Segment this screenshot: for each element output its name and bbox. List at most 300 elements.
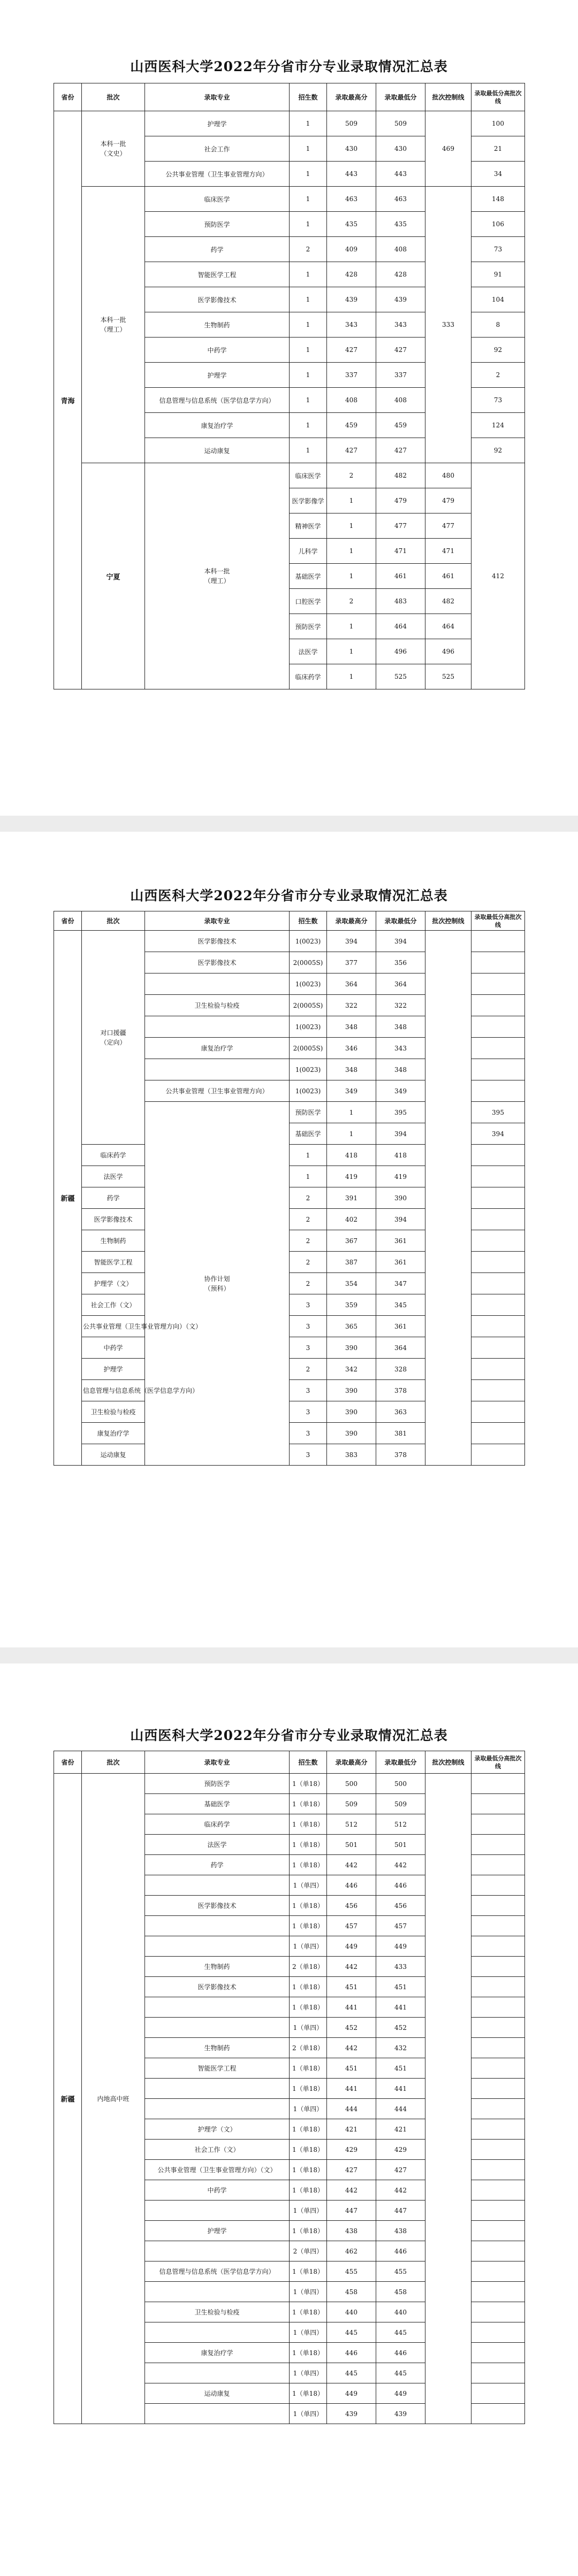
cell-plan: 2 [327,463,376,488]
cell-max-score: 446 [327,2343,376,2363]
cell-major: 护理学 [145,2221,290,2241]
cell-score-diff [471,1814,525,1835]
cell-min-score: 343 [376,312,425,338]
cell-max-score: 427 [327,438,376,463]
cell-max-score: 346 [327,1038,376,1059]
cell-min-score: 509 [376,1794,425,1814]
header-max-score: 录取最高分 [327,911,376,931]
cell-plan: 2 [290,1273,327,1294]
cell-major [145,2404,290,2424]
cell-major: 精神医学 [290,513,327,539]
cell-max-score: 449 [327,2383,376,2404]
cell-plan: 3 [290,1337,327,1359]
cell-major [145,1059,290,1080]
cell-min-score: 378 [376,1444,425,1466]
cell-max-score: 458 [327,2282,376,2302]
cell-major: 公共事业管理（卫生事业管理方向） [145,162,290,187]
page-title: 山西医科大学2022年分省市分专业录取情况汇总表 [130,888,448,903]
cell-plan: 2 [290,237,327,262]
cell-score-diff: 92 [471,438,525,463]
cell-score-diff [471,995,525,1016]
cell-province: 青海 [54,111,82,689]
cell-max-score: 359 [327,1294,376,1316]
cell-major: 法医学 [145,1835,290,1855]
cell-min-score: 446 [376,1875,425,1896]
cell-plan: 2(0005S) [290,995,327,1016]
cell-plan: 1（单四） [290,1875,327,1896]
header-control-line: 批次控制线 [425,911,471,931]
cell-max-score: 500 [327,1774,376,1794]
admission-table [54,911,525,1466]
cell-max-score: 337 [327,363,376,388]
cell-major [145,1936,290,1957]
cell-min-score: 445 [376,2363,425,2383]
header-min-score: 录取最低分 [376,1751,425,1774]
cell-min-score: 444 [376,2099,425,2119]
cell-min-score: 430 [376,136,425,162]
cell-score-diff: 124 [471,413,525,438]
cell-major [145,973,290,995]
cell-max-score: 464 [376,614,425,639]
cell-plan: 1 [290,338,327,363]
cell-min-score: 512 [376,1814,425,1835]
cell-score-diff [471,1916,525,1936]
cell-score-diff [471,1423,525,1444]
cell-score-diff [471,973,525,995]
cell-score-diff [471,1936,525,1957]
cell-score-diff [471,2038,525,2058]
cell-score-diff: 8 [471,312,525,338]
cell-score-diff: 91 [471,262,525,287]
cell-control-line [425,931,471,1466]
cell-score-diff [471,2241,525,2261]
cell-min-score: 343 [376,1038,425,1059]
cell-major: 基础医学 [290,1123,327,1145]
cell-max-score: 354 [327,1273,376,1294]
cell-max-score: 482 [376,463,425,488]
cell-min-score: 439 [376,287,425,312]
page-title: 山西医科大学2022年分省市分专业录取情况汇总表 [130,59,448,74]
cell-score-diff: 104 [471,287,525,312]
cell-max-score: 449 [327,1936,376,1957]
cell-min-score: 482 [425,589,471,614]
cell-batch: 本科一批 （理工） [82,187,145,463]
cell-plan: 1（单四） [290,2322,327,2343]
cell-max-score: 428 [327,262,376,287]
cell-major: 基础医学 [145,1794,290,1814]
cell-min-score: 427 [376,338,425,363]
cell-plan: 1 [290,287,327,312]
cell-min-score: 446 [376,2343,425,2363]
cell-score-diff [471,1230,525,1252]
cell-score-diff [471,2058,525,2079]
cell-score-diff [471,2018,525,2038]
cell-min-score: 348 [376,1016,425,1038]
cell-max-score: 483 [376,589,425,614]
cell-plan: 1 [327,488,376,513]
cell-plan: 3 [290,1316,327,1337]
cell-province: 新疆 [54,1774,82,2424]
cell-max-score: 438 [327,2221,376,2241]
cell-major: 信息管理与信息系统（医学信息学方向） [145,388,290,413]
cell-max-score: 525 [376,664,425,689]
cell-score-diff [471,1145,525,1166]
cell-score-diff [471,1875,525,1896]
cell-score-diff: 73 [471,237,525,262]
cell-score-diff [471,1316,525,1337]
cell-major [145,2282,290,2302]
header-batch: 批次 [82,83,145,111]
table-row [54,111,525,136]
table-row [54,187,525,212]
cell-max-score: 367 [327,1230,376,1252]
cell-plan: 1 [290,1145,327,1166]
cell-score-diff: 73 [471,388,525,413]
cell-plan: 2 [290,1209,327,1230]
cell-plan: 2 [290,1252,327,1273]
cell-score-diff [471,1401,525,1423]
cell-max-score: 430 [327,136,376,162]
cell-plan: 2 [290,1359,327,1380]
cell-plan: 1（单18） [290,1855,327,1875]
cell-max-score: 444 [327,2099,376,2119]
admission-table [54,1751,525,2424]
cell-score-diff [471,1294,525,1316]
cell-plan: 1 [327,1123,376,1145]
cell-score-diff: 148 [471,187,525,212]
cell-plan: 1（单18） [290,1916,327,1936]
header-max-score: 录取最高分 [327,1751,376,1774]
cell-province: 宁夏 [82,463,145,689]
cell-min-score: 364 [376,1337,425,1359]
cell-max-score: 419 [327,1166,376,1187]
cell-major [145,2363,290,2383]
cell-min-score: 501 [376,1835,425,1855]
cell-min-score: 452 [376,2018,425,2038]
cell-min-score: 435 [376,212,425,237]
cell-score-diff [471,2282,525,2302]
cell-score-diff [471,1444,525,1466]
cell-major [145,2079,290,2099]
cell-plan: 1（单18） [290,2383,327,2404]
table-header-row [54,911,525,931]
cell-major: 生物制药 [145,312,290,338]
cell-plan: 1 [290,136,327,162]
cell-major: 医学影像技术 [145,287,290,312]
cell-major: 医学影像技术 [145,931,290,952]
cell-plan: 3 [290,1423,327,1444]
cell-max-score: 461 [376,564,425,589]
cell-max-score: 443 [327,162,376,187]
header-min-score: 录取最低分 [376,911,425,931]
cell-major: 护理学（文） [145,2119,290,2140]
header-major: 录取专业 [145,83,290,111]
cell-max-score: 456 [327,1896,376,1916]
cell-plan: 1 [327,513,376,539]
cell-score-diff: 34 [471,162,525,187]
cell-major: 法医学 [290,639,327,664]
cell-max-score: 479 [376,488,425,513]
header-province: 省份 [54,1751,82,1774]
cell-plan: 2（单18） [290,1957,327,1977]
cell-max-score: 348 [327,1016,376,1038]
cell-major: 基础医学 [290,564,327,589]
cell-min-score: 349 [376,1080,425,1102]
cell-max-score: 455 [327,2261,376,2282]
header-max-score: 录取最高分 [327,83,376,111]
cell-min-score: 361 [376,1252,425,1273]
cell-plan: 1（单18） [290,2119,327,2140]
cell-min-score: 427 [376,438,425,463]
cell-plan: 1(0023) [290,973,327,995]
cell-plan: 1（单18） [290,2140,327,2160]
cell-score-diff [471,2383,525,2404]
cell-score-diff [471,2302,525,2322]
cell-score-diff [471,1209,525,1230]
cell-max-score: 365 [327,1316,376,1337]
cell-major: 预防医学 [290,1102,327,1123]
cell-score-diff [471,2201,525,2221]
cell-max-score: 439 [327,2404,376,2424]
cell-max-score: 395 [376,1102,425,1123]
cell-major: 智能医学工程 [145,262,290,287]
cell-plan: 1 [290,363,327,388]
header-plan: 招生数 [290,1751,327,1774]
cell-min-score: 479 [425,488,471,513]
cell-plan: 1 [290,413,327,438]
cell-max-score: 390 [327,1337,376,1359]
cell-min-score: 408 [376,237,425,262]
cell-batch: 协作计划 （预科） [145,1102,290,1466]
cell-plan: 1(0023) [290,931,327,952]
cell-score-diff [471,2160,525,2180]
cell-control-line [425,1774,471,2424]
cell-min-score: 432 [376,2038,425,2058]
cell-score-diff [471,2322,525,2343]
cell-max-score: 441 [327,1997,376,2018]
cell-plan: 1 [327,639,376,664]
cell-max-score: 459 [327,413,376,438]
cell-min-score: 464 [425,614,471,639]
cell-score-diff [471,2099,525,2119]
cell-major: 法医学 [82,1166,145,1187]
cell-score-diff [471,1273,525,1294]
cell-major: 康复治疗学 [145,1038,290,1059]
cell-score-diff [471,2079,525,2099]
cell-major: 临床医学 [290,463,327,488]
cell-max-score: 390 [327,1380,376,1401]
cell-max-score: 349 [327,1080,376,1102]
cell-control-line: 333 [425,187,471,463]
cell-score-diff [471,1080,525,1102]
cell-plan: 1（单四） [290,1936,327,1957]
cell-max-score: 477 [376,513,425,539]
cell-batch: 内地高中班 [82,1774,145,2424]
cell-score-diff [471,1359,525,1380]
cell-max-score: 383 [327,1444,376,1466]
cell-major: 康复治疗学 [82,1423,145,1444]
cell-min-score: 443 [376,162,425,187]
cell-max-score: 463 [327,187,376,212]
cell-plan: 1(0023) [290,1059,327,1080]
cell-plan: 2 [290,1187,327,1209]
cell-max-score: 496 [376,639,425,664]
cell-plan: 1 [290,111,327,136]
cell-major: 临床医学 [145,187,290,212]
cell-plan: 2 [290,1230,327,1252]
cell-max-score: 427 [327,2160,376,2180]
cell-max-score: 442 [327,1855,376,1875]
cell-major: 生物制药 [145,2038,290,2058]
cell-max-score: 442 [327,1957,376,1977]
cell-major: 中药学 [145,338,290,363]
cell-major [145,1875,290,1896]
cell-plan: 1 [290,187,327,212]
cell-max-score: 446 [327,1875,376,1896]
cell-max-score: 391 [327,1187,376,1209]
cell-major: 社会工作 [145,136,290,162]
cell-score-diff [471,2140,525,2160]
cell-major: 智能医学工程 [82,1252,145,1273]
cell-min-score: 451 [376,2058,425,2079]
cell-plan: 1（单18） [290,1814,327,1835]
cell-plan: 1（单18） [290,2302,327,2322]
cell-max-score: 441 [327,2079,376,2099]
header-min-score: 录取最低分 [376,83,425,111]
cell-max-score: 445 [327,2363,376,2383]
cell-min-score: 525 [425,664,471,689]
cell-min-score: 449 [376,2383,425,2404]
cell-min-score: 345 [376,1294,425,1316]
cell-score-diff [471,952,525,973]
cell-max-score: 408 [327,388,376,413]
cell-major: 医学影像学 [290,488,327,513]
cell-plan: 1 [327,664,376,689]
cell-max-score: 452 [327,2018,376,2038]
cell-max-score: 451 [327,2058,376,2079]
cell-min-score: 471 [425,539,471,564]
cell-major: 卫生检验与检疫 [145,2302,290,2322]
cell-major [145,1916,290,1936]
cell-plan: 1（单18） [290,2079,327,2099]
header-batch: 批次 [82,911,145,931]
cell-plan: 2（单18） [290,2038,327,2058]
cell-min-score: 408 [376,388,425,413]
cell-plan: 1 [290,162,327,187]
cell-major: 社会工作（文） [82,1294,145,1316]
cell-min-score: 441 [376,2079,425,2099]
cell-score-diff [471,1380,525,1401]
header-plan: 招生数 [290,911,327,931]
cell-province: 新疆 [54,931,82,1466]
cell-plan: 1（单18） [290,1896,327,1916]
cell-min-score: 347 [376,1273,425,1294]
cell-batch: 本科一批 （理工） [145,463,290,689]
cell-plan: 1（单四） [290,2363,327,2383]
cell-min-score: 433 [376,1957,425,1977]
cell-plan: 3 [290,1380,327,1401]
document-page-1 [0,0,578,816]
cell-min-score: 477 [425,513,471,539]
cell-max-score: 429 [327,2140,376,2160]
cell-score-diff [471,1059,525,1080]
cell-min-score: 455 [376,2261,425,2282]
cell-major [145,2322,290,2343]
cell-min-score: 390 [376,1187,425,1209]
cell-score-diff [471,1252,525,1273]
cell-max-score: 390 [327,1423,376,1444]
cell-score-diff [471,2180,525,2201]
cell-max-score: 342 [327,1359,376,1380]
cell-major [145,2018,290,2038]
cell-min-score: 363 [376,1401,425,1423]
cell-min-score: 419 [376,1166,425,1187]
cell-major: 医学影像技术 [145,1977,290,1997]
cell-plan: 1 [327,614,376,639]
cell-plan: 1 [290,262,327,287]
cell-min-score: 463 [376,187,425,212]
cell-max-score: 394 [327,931,376,952]
cell-major: 公共事业管理（卫生事业管理方向） [145,1080,290,1102]
admission-table [54,83,525,689]
cell-max-score: 439 [327,287,376,312]
cell-plan: 1（单四） [290,2201,327,2221]
cell-score-diff [471,1957,525,1977]
cell-min-score: 348 [376,1059,425,1080]
cell-max-score: 462 [327,2241,376,2261]
cell-score-diff [471,2404,525,2424]
cell-plan: 2(0005S) [290,952,327,973]
cell-plan: 1（单18） [290,2160,327,2180]
cell-score-diff [471,2221,525,2241]
cell-major: 卫生检验与检疫 [82,1401,145,1423]
cell-min-score: 441 [376,1997,425,2018]
cell-min-score: 461 [425,564,471,589]
cell-major: 预防医学 [145,212,290,237]
cell-max-score: 445 [327,2322,376,2343]
cell-score-diff: 106 [471,212,525,237]
cell-score-diff [471,1794,525,1814]
cell-score-diff [471,1896,525,1916]
header-control-line: 批次控制线 [425,83,471,111]
cell-score-diff [471,1166,525,1187]
page-title: 山西医科大学2022年分省市分专业录取情况汇总表 [130,1728,448,1743]
cell-score-diff [471,2363,525,2383]
cell-plan: 1（单18） [290,2343,327,2363]
cell-max-score: 390 [327,1401,376,1423]
cell-min-score: 364 [376,973,425,995]
document-page-3 [0,1663,578,2576]
cell-min-score: 394 [376,931,425,952]
cell-min-score: 509 [376,111,425,136]
cell-max-score: 442 [327,2038,376,2058]
header-score-diff: 录取最低分高批次线 [471,83,525,111]
table-header-row [54,1751,525,1774]
cell-major: 运动康复 [145,2383,290,2404]
cell-score-diff: 2 [471,363,525,388]
cell-major: 临床药学 [145,1814,290,1835]
cell-min-score: 394 [376,1209,425,1230]
cell-score-diff [471,2343,525,2363]
cell-plan: 1 [290,388,327,413]
cell-score-diff: 92 [471,338,525,363]
table-row [54,1774,525,1794]
cell-major: 临床药学 [82,1145,145,1166]
cell-major: 卫生检验与检疫 [145,995,290,1016]
cell-plan: 1（单18） [290,1977,327,1997]
cell-major: 护理学 [82,1359,145,1380]
cell-min-score: 429 [376,2140,425,2160]
